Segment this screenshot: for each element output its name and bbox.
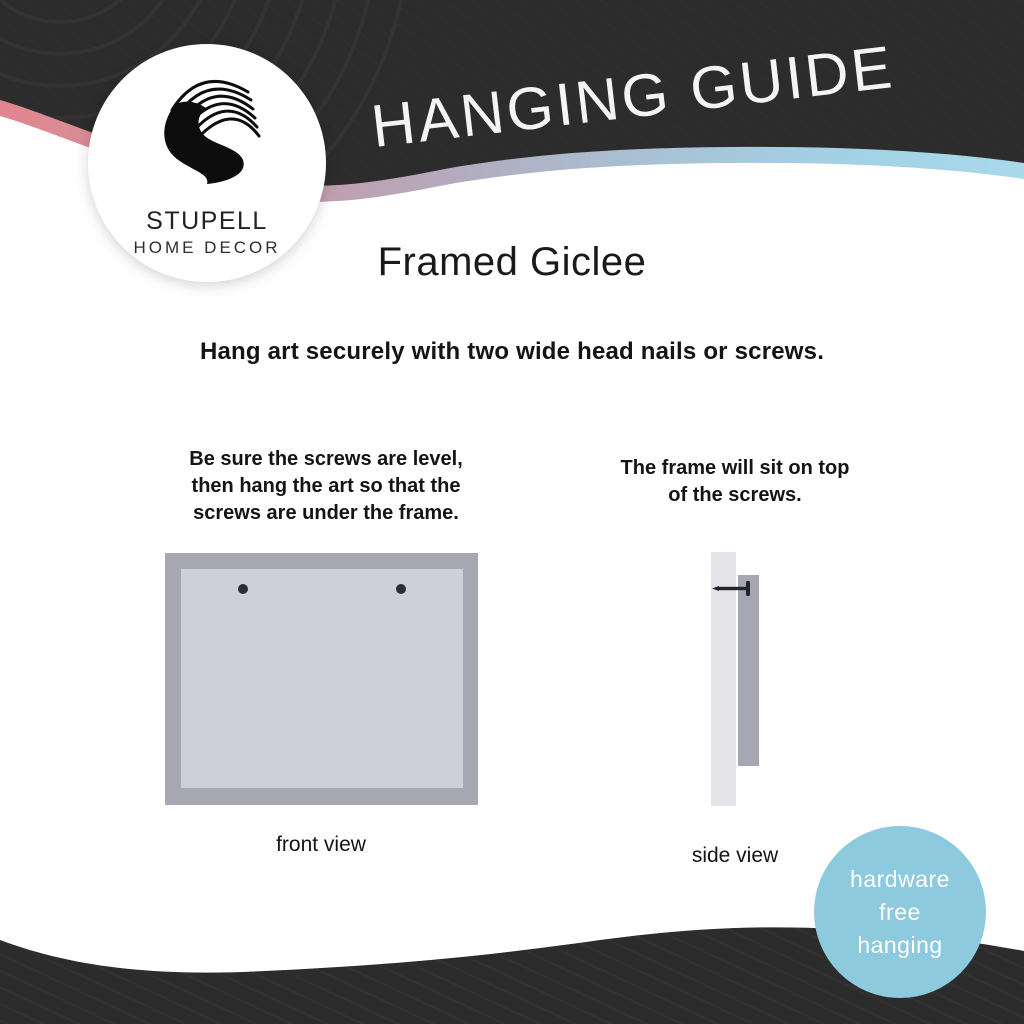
badge-line: hardware bbox=[850, 865, 950, 892]
front-view-note bbox=[166, 446, 486, 527]
product-type-title: Framed Giclee bbox=[377, 240, 647, 284]
brand-tagline: HOME DECOR bbox=[133, 238, 281, 257]
hanging-guide-title: HANGING GUIDE bbox=[367, 33, 898, 160]
instruction-text: Hang art securely with two wide head nails or screws. bbox=[199, 338, 825, 365]
brand-name: STUPELL bbox=[146, 207, 268, 235]
screw-icon bbox=[238, 584, 248, 594]
frame-inner bbox=[181, 569, 463, 788]
hardware-free-badge bbox=[814, 826, 986, 998]
badge-line: hanging bbox=[857, 931, 943, 958]
note-line: screws are under the frame. bbox=[193, 502, 459, 524]
note-line: The frame will sit on top bbox=[620, 457, 850, 479]
frame-back-bar bbox=[738, 575, 759, 766]
front-view-diagram bbox=[165, 553, 478, 805]
screw-icon bbox=[396, 584, 406, 594]
note-line: then hang the art so that the bbox=[191, 475, 461, 497]
note-line: Be sure the screws are level, bbox=[189, 448, 463, 470]
badge-line: free bbox=[879, 898, 921, 925]
stupell-s-swoosh-icon bbox=[158, 70, 263, 198]
note-line: of the screws. bbox=[668, 484, 802, 506]
front-view-caption: front view bbox=[276, 833, 366, 856]
side-view-diagram bbox=[700, 548, 780, 810]
side-view-caption: side view bbox=[691, 844, 779, 867]
side-view-note bbox=[585, 455, 885, 509]
